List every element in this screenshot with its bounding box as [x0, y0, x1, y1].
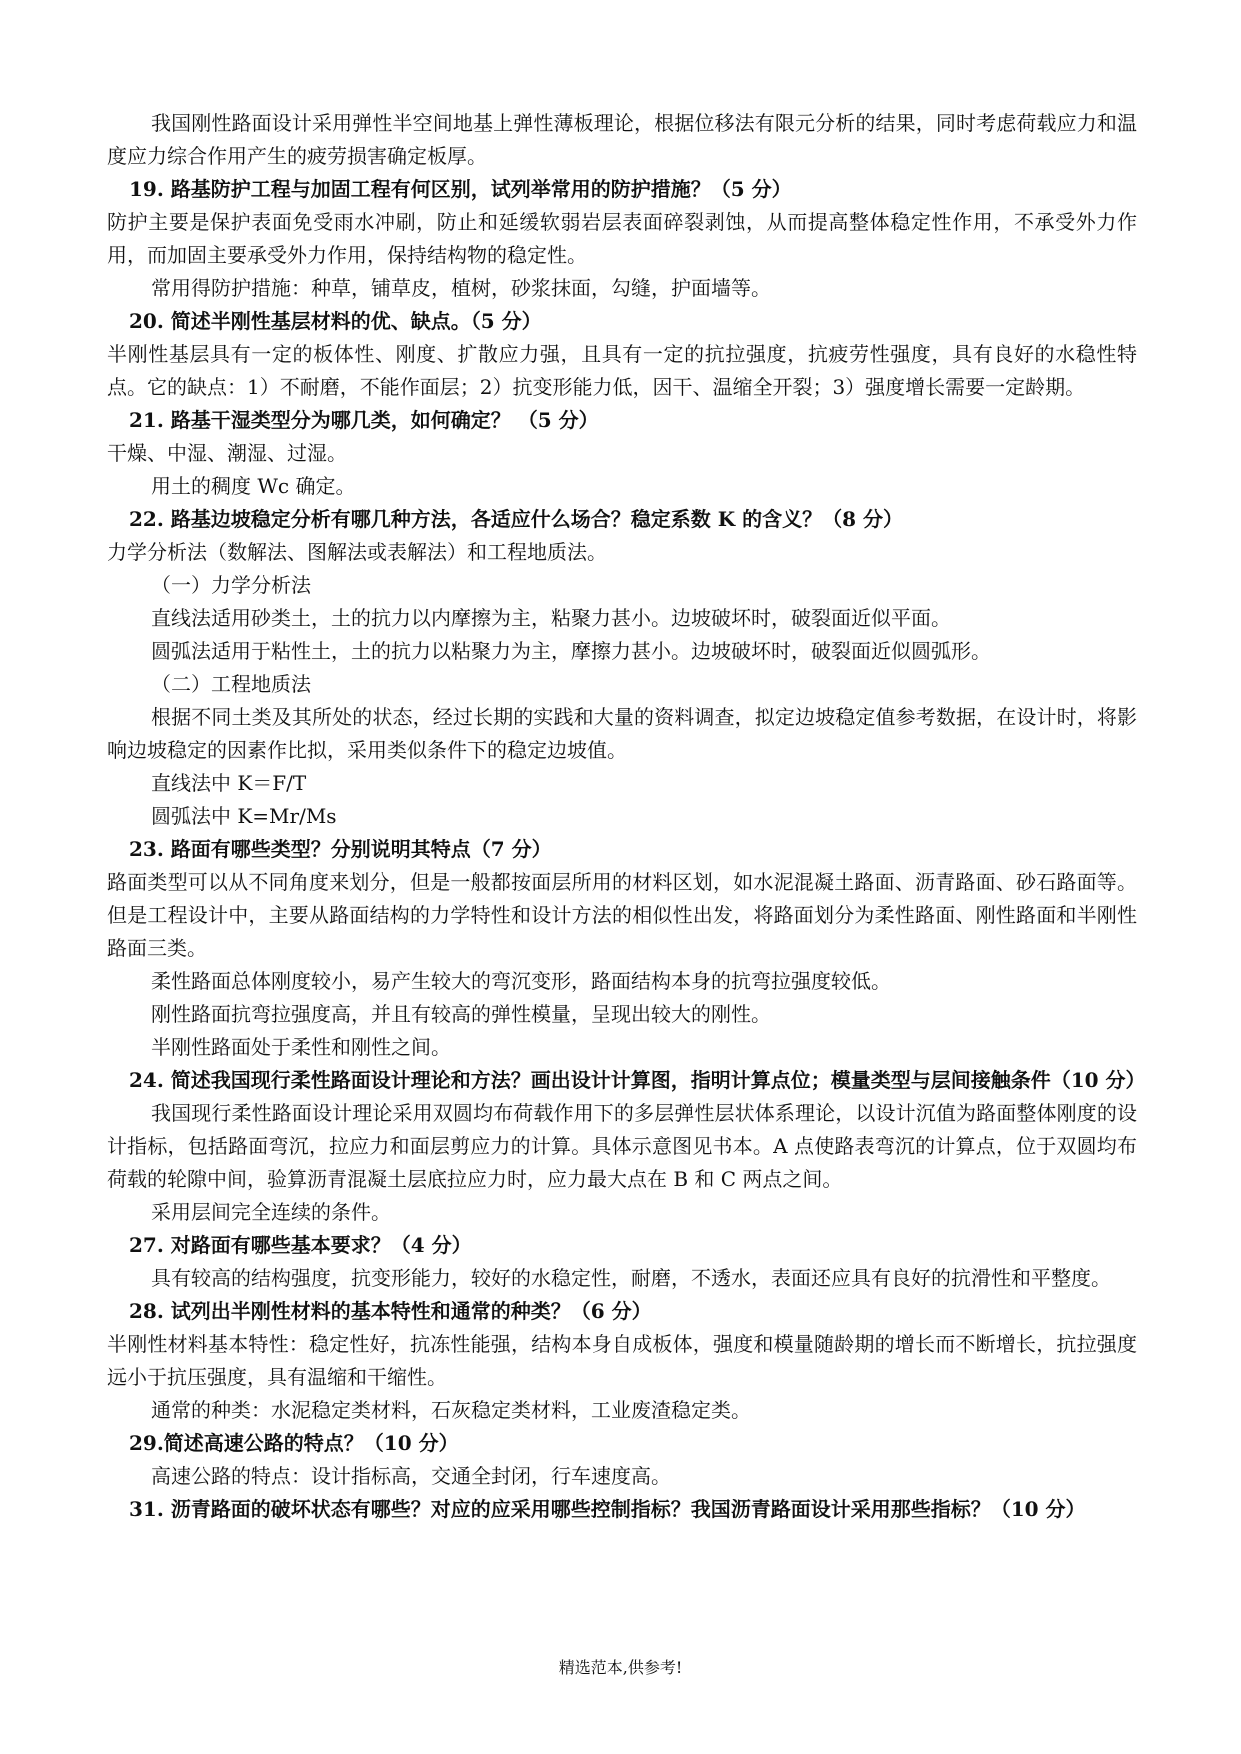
- document-body: [107, 107, 1146, 1526]
- paragraph: 柔性路面总体刚度较小，易产生较大的弯沉变形，路面结构本身的抗弯拉强度较低。: [151, 969, 891, 993]
- paragraph: 力学分析法（数解法、图解法或表解法）和工程地质法。: [107, 540, 607, 564]
- question-heading: 24. 简述我国现行柔性路面设计理论和方法？画出设计计算图，指明计算点位；模量类型与层间接触条件（10 分）: [129, 1068, 1146, 1092]
- question-heading: 19. 路基防护工程与加固工程有何区别，试列举常用的防护措施？（5 分）: [129, 177, 792, 201]
- paragraph: 采用层间完全连续的条件。: [151, 1200, 391, 1224]
- paragraph: 我国刚性路面设计采用弹性半空间地基上弹性薄板理论，根据位移法有限元分析的结果，同时考虑荷载应力和温度应力综合作用产生的疲劳损害确定板厚。: [107, 111, 1137, 168]
- paragraph: 我国现行柔性路面设计理论采用双圆均布荷载作用下的多层弹性层状体系理论，以设计沉值为路面整体刚度的设计指标，包括路面弯沉，拉应力和面层剪应力的计算。具体示意图见书本。A 点使路表弯沉的计算点，位于双圆均布荷载的轮隙中间，验算沥青混凝土层底拉应力时，应力最大点在 B 和 C 两点之间。: [107, 1101, 1137, 1191]
- paragraph: 刚性路面抗弯拉强度高，并且有较高的弹性模量，呈现出较大的刚性。: [151, 1002, 771, 1026]
- subsection-heading: （一）力学分析法: [151, 573, 311, 597]
- paragraph: 高速公路的特点：设计指标高，交通全封闭，行车速度高。: [151, 1464, 671, 1488]
- paragraph: 通常的种类：水泥稳定类材料，石灰稳定类材料，工业废渣稳定类。: [151, 1398, 751, 1422]
- paragraph: 圆弧法适用于粘性土，土的抗力以粘聚力为主，摩擦力甚小。边坡破坏时，破裂面近似圆弧形。: [151, 639, 991, 663]
- paragraph: 半刚性材料基本特性：稳定性好，抗冻性能强，结构本身自成板体，强度和模量随龄期的增长而不断增长，抗拉强度远小于抗压强度，具有温缩和干缩性。: [107, 1332, 1137, 1389]
- question-heading: 21. 路基干湿类型分为哪几类，如何确定？ （5 分）: [129, 408, 599, 432]
- subsection-heading: （二）工程地质法: [151, 672, 311, 696]
- paragraph: 用土的稠度 Wc 确定。: [151, 474, 356, 498]
- paragraph: 干燥、中湿、潮湿、过湿。: [107, 441, 347, 465]
- question-heading: 28. 试列出半刚性材料的基本特性和通常的种类？（6 分）: [129, 1299, 652, 1323]
- paragraph: 防护主要是保护表面免受雨水冲刷，防止和延缓软弱岩层表面碎裂剥蚀，从而提高整体稳定性作用，不承受外力作用，而加固主要承受外力作用，保持结构物的稳定性。: [107, 210, 1137, 267]
- formula-line: 直线法中 K＝F/T: [151, 771, 307, 795]
- paragraph: 直线法适用砂类土，土的抗力以内摩擦为主，粘聚力甚小。边坡破坏时，破裂面近似平面。: [151, 606, 951, 630]
- paragraph: 具有较高的结构强度，抗变形能力，较好的水稳定性，耐磨，不透水，表面还应具有良好的抗滑性和平整度。: [151, 1266, 1111, 1290]
- page-footer: 精选范本,供参考!: [558, 1658, 683, 1677]
- paragraph: 半刚性基层具有一定的板体性、刚度、扩散应力强，且具有一定的抗拉强度，抗疲劳性强度，具有良好的水稳性特点。它的缺点：1）不耐磨，不能作面层；2）抗变形能力低，因干、温缩全开裂；3）强度增长需要一定龄期。: [107, 342, 1137, 399]
- question-heading: 23. 路面有哪些类型？分别说明其特点（7 分）: [129, 837, 552, 861]
- question-heading: 31. 沥青路面的破坏状态有哪些？对应的应采用哪些控制指标？我国沥青路面设计采用那些指标？（10 分）: [129, 1497, 1086, 1521]
- question-heading: 22. 路基边坡稳定分析有哪几种方法，各适应什么场合？稳定系数 K 的含义？（8 分）: [129, 507, 903, 531]
- paragraph: 根据不同土类及其所处的状态，经过长期的实践和大量的资料调查，拟定边坡稳定值参考数据，在设计时，将影响边坡稳定的因素作比拟，采用类似条件下的稳定边坡值。: [107, 705, 1137, 762]
- paragraph: 常用得防护措施：种草，铺草皮，植树，砂浆抹面，勾缝，护面墙等。: [151, 276, 771, 300]
- paragraph: 半刚性路面处于柔性和刚性之间。: [151, 1035, 451, 1059]
- question-heading: 27. 对路面有哪些基本要求？（4 分）: [129, 1233, 472, 1257]
- paragraph: 路面类型可以从不同角度来划分，但是一般都按面层所用的材料区划，如水泥混凝土路面、沥青路面、砂石路面等。但是工程设计中，主要从路面结构的力学特性和设计方法的相似性出发，将路面划分为柔性路面、刚性路面和半刚性路面三类。: [107, 870, 1137, 960]
- question-heading: 29.简述高速公路的特点？（10 分）: [129, 1431, 459, 1455]
- question-heading: 20. 简述半刚性基层材料的优、缺点。（5 分）: [129, 309, 542, 333]
- formula-line: 圆弧法中 K=Mr/Ms: [151, 804, 337, 828]
